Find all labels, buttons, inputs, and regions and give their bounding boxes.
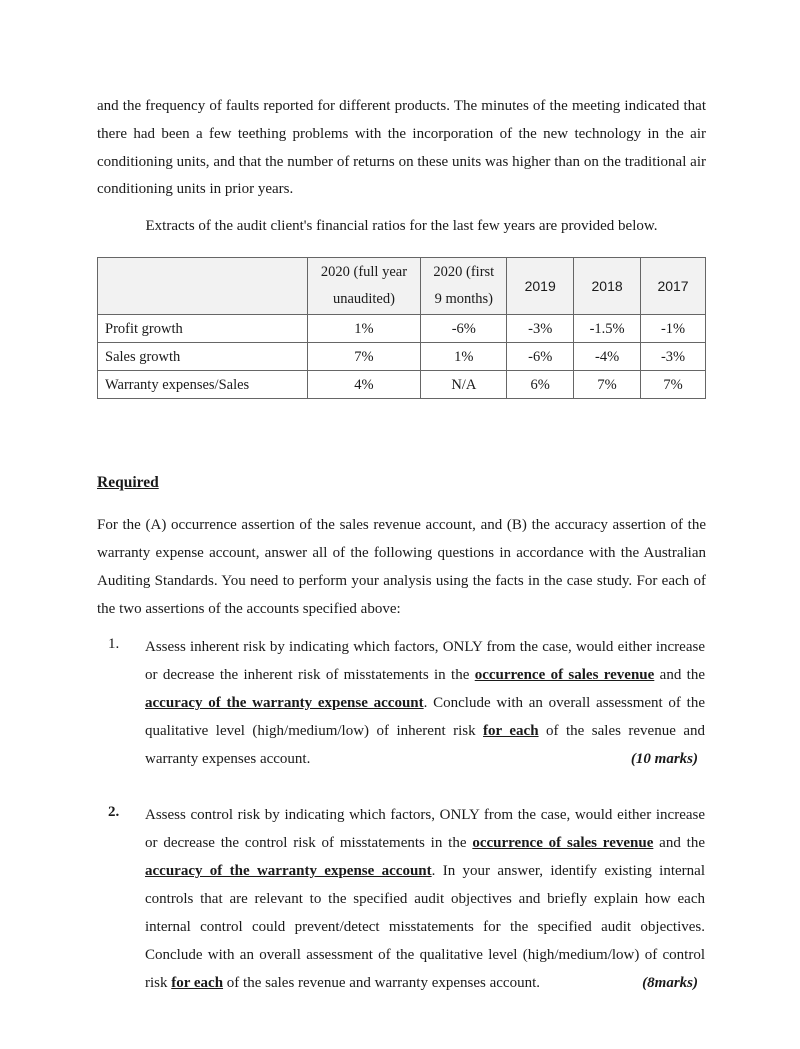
table-header-2018: 2018 <box>574 258 641 315</box>
table-cell: -1.5% <box>574 315 641 343</box>
table-cell: N/A <box>421 371 507 399</box>
table-cell: 7% <box>574 371 641 399</box>
table-cell: -6% <box>421 315 507 343</box>
emphasis: occurrence of sales revenue <box>472 835 654 851</box>
table-header-2019: 2019 <box>507 258 574 315</box>
table-row <box>98 371 706 399</box>
question-1-marks: (10 marks) <box>630 751 698 767</box>
table-row <box>98 315 706 343</box>
table-cell: 1% <box>307 315 421 343</box>
table-row <box>98 343 706 371</box>
row-label: Sales growth <box>98 343 308 371</box>
row-label: Warranty expenses/Sales <box>98 371 308 399</box>
question-2-text: Assess control risk by indicating which factors, ONLY from the case, would either increase or decrease the control risk of misstatements in the occurrence of sales revenue and the accuracy of the warranty expense account. In your answer, identify existing internal controls that are relevant to the specified audit objectives and briefly explain how each internal control could prevent/detect misstatements for the specified audit objectives. Conclude with an overall assessment of the qualitative level (high/medium/low) of control risk for each of the sales revenue and warranty expenses account. (8marks) <box>145 801 705 997</box>
table-header-row <box>98 258 706 315</box>
table-cell: -3% <box>507 315 574 343</box>
table-cell: -1% <box>641 315 706 343</box>
question-1-text: Assess inherent risk by indicating which factors, ONLY from the case, would either increase or decrease the inherent risk of misstatements in the occurrence of sales revenue and the accuracy of the warranty expense account. Conclude with an overall assessment of the qualitative level (high/medium/low) of inherent risk for each of the sales revenue and warranty expenses account. (10 marks) <box>145 633 705 773</box>
emphasis: for each <box>171 975 224 991</box>
question-1-number: 1. <box>108 636 120 652</box>
table-cell: 4% <box>307 371 421 399</box>
table-header-2017: 2017 <box>641 258 706 315</box>
table-header-2020-full: 2020 (full year unaudited) <box>307 258 421 315</box>
extract-sentence: Extracts of the audit client's financial ratios for the last few years are provided below. <box>145 218 658 234</box>
table-header-2020-first: 2020 (first 9 months) <box>421 258 507 315</box>
row-label: Profit growth <box>98 315 308 343</box>
question-2-number: 2. <box>108 804 120 820</box>
required-heading: Required <box>97 474 159 491</box>
financial-ratios-table <box>97 257 706 399</box>
table-cell: -4% <box>574 343 641 371</box>
emphasis: occurrence of sales revenue <box>474 667 655 683</box>
table-cell: -3% <box>641 343 706 371</box>
emphasis: accuracy of the warranty expense account <box>145 863 432 879</box>
question-2-marks: (8marks) <box>642 975 698 991</box>
emphasis: accuracy of the warranty expense account <box>145 695 424 711</box>
table-cell: 7% <box>307 343 421 371</box>
table-header-empty <box>98 258 308 315</box>
intro-paragraph: and the frequency of faults reported for different products. The minutes of the meeting indicated that there had been a few teething problems with the incorporation of the new technology in the air conditioning units, and that the number of returns on these units was higher than on the traditional air conditioning units in prior years. <box>97 98 706 198</box>
table-cell: 6% <box>507 371 574 399</box>
table-cell: 7% <box>641 371 706 399</box>
table-cell: -6% <box>507 343 574 371</box>
table-cell: 1% <box>421 343 507 371</box>
emphasis: for each <box>483 723 539 739</box>
required-paragraph: For the (A) occurrence assertion of the sales revenue account, and (B) the accuracy assertion of the warranty expense account, answer all of the following questions in accordance with the Australian Auditing Standards. You need to perform your analysis using the facts in the case study. For each of the two assertions of the accounts specified above: <box>97 517 706 617</box>
